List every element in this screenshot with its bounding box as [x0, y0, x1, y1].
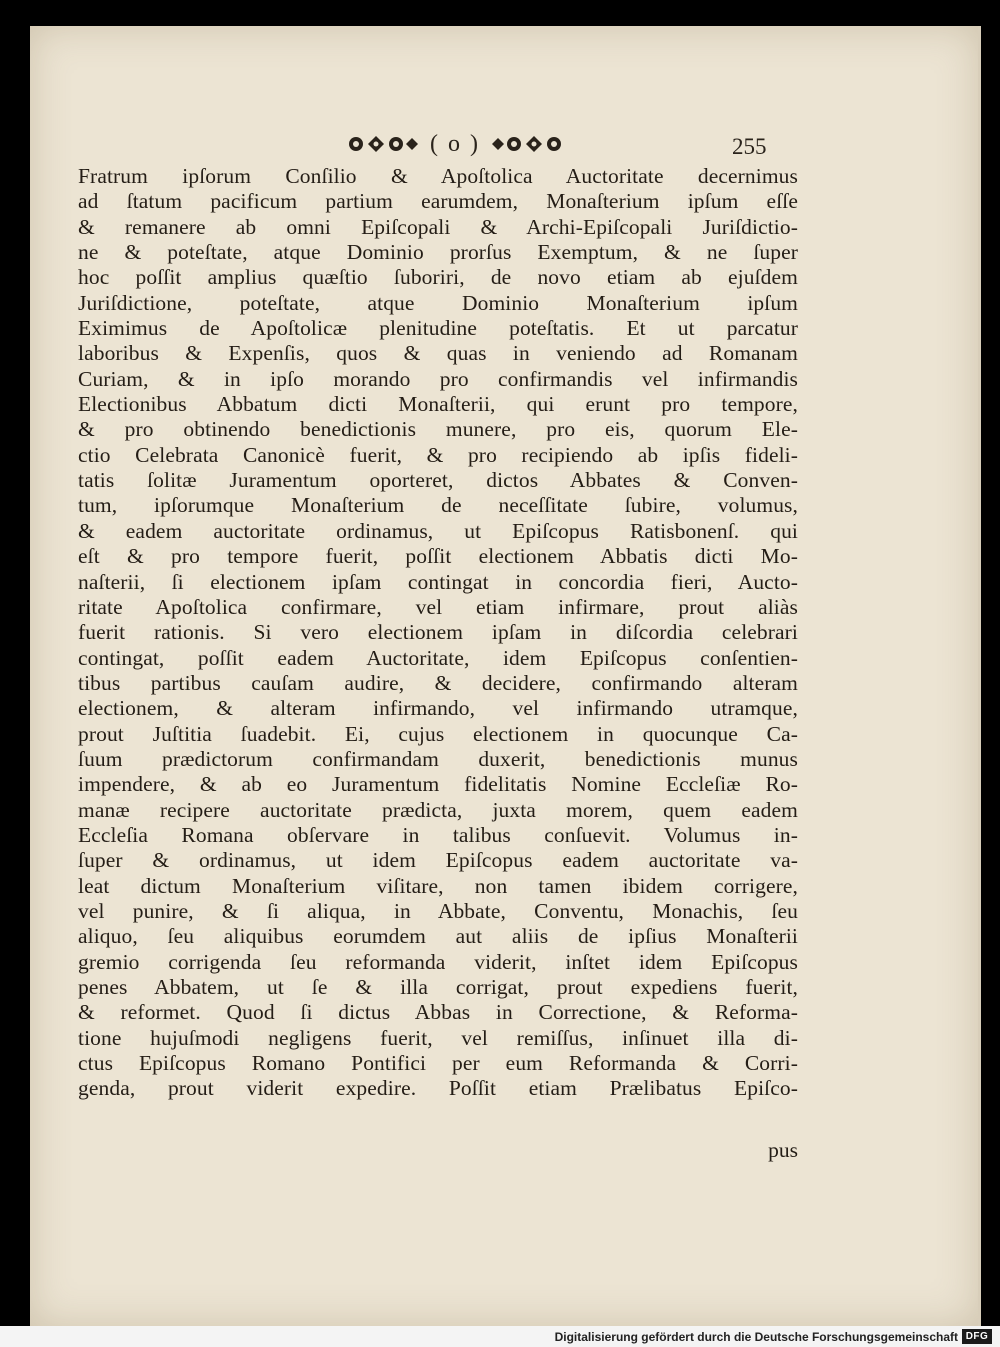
footer-bar [0, 1326, 1000, 1347]
text-line: gremio corrigenda ſeu reformanda viderit, inſtet idem Epiſcopus [78, 949, 798, 974]
text-line: hoc poſſit amplius quæſtio ſuboriri, de novo etiam ab ejuſdem [78, 265, 798, 290]
text-line: & eadem auctoritate ordinamus, ut Epiſcopus Ratisbonenſ. qui [78, 518, 798, 543]
text-line: fuerit rationis. Si vero electionem ipſam in diſcordia celebrari [78, 620, 798, 645]
text-line: & pro obtinendo benedictionis munere, pro eis, quorum Ele- [78, 417, 798, 442]
text-line: impendere, & ab eo Juramentum fidelitatis Nomine Eccleſiæ Ro- [78, 772, 798, 797]
text-line: & reformet. Quod ſi dictus Abbas in Correctione, & Reforma- [78, 1000, 798, 1025]
text-line: vel punire, & ſi aliqua, in Abbate, Conventu, Monachis, ſeu [78, 898, 798, 923]
text-line: tione hujuſmodi negligens fuerit, vel remiſſus, inſinuet illa di- [78, 1025, 798, 1050]
text-line: ctus Epiſcopus Romano Pontifici per eum Reformanda & Corri- [78, 1051, 798, 1076]
text-line: genda, prout viderit expedire. Poſſit etiam Prælibatus Epiſco- [78, 1076, 798, 1101]
text-line: Electionibus Abbatum dicti Monaſterii, qui erunt pro tempore, [78, 392, 798, 417]
text-line: laboribus & Expenſis, quos & quas in veniendo ad Romanam [78, 341, 798, 366]
catchword: pus [768, 1138, 798, 1162]
page-number: 255 [732, 134, 767, 159]
text-line: leat dictum Monaſterium viſitare, non tamen ibidem corrigere, [78, 873, 798, 898]
text-line: electionem, & alteram infirmando, vel infirmando utramque, [78, 696, 798, 721]
text-line: ſuper & ordinamus, ut idem Epiſcopus eadem auctoritate va- [78, 848, 798, 873]
text-line: aliquo, ſeu aliquibus eorumdem aut aliis de ipſius Monaſterii [78, 924, 798, 949]
text-line: Curiam, & in ipſo morando pro confirmandis vel infirmandis [78, 366, 798, 391]
page-header [330, 126, 580, 162]
text-line: prout Juſtitia ſuadebit. Ei, cujus electionem in quocunque Ca- [78, 721, 798, 746]
left-ornament-icon [344, 130, 424, 158]
body-text [78, 164, 798, 1102]
dfg-logo: DFG [962, 1329, 992, 1344]
text-line: manæ recipere auctoritate prædicta, juxta morem, quem eadem [78, 797, 798, 822]
text-line: & remanere ab omni Epiſcopali & Archi-Epiſcopali Juriſdictio- [78, 214, 798, 239]
text-line: Eccleſia Romana obſervare in talibus conſuevit. Volumus in- [78, 822, 798, 847]
text-line: ſuum prædictorum confirmandam duxerit, benedictionis munus [78, 746, 798, 771]
text-line: ne & poteſtate, atque Dominio prorſus Exemptum, & ne ſuper [78, 240, 798, 265]
text-line: Eximimus de Apoſtolicæ plenitudine poteſtatis. Et ut parcatur [78, 316, 798, 341]
text-line: penes Abbatem, ut ſe & illa corrigat, prout expediens fuerit, [78, 975, 798, 999]
text-line: ritate Apoſtolica confirmare, vel etiam infirmare, prout aliàs [78, 594, 798, 619]
text-line: tibus partibus cauſam audire, & decidere, confirmando alteram [78, 670, 798, 695]
text-line: Juriſdictione, poteſtate, atque Dominio Monaſterium ipſum [78, 290, 798, 315]
text-line: naſterii, ſi electionem ipſam contingat in concordia fieri, Aucto- [78, 569, 798, 594]
text-line: ad ſtatum pacificum partium earumdem, Monaſterium ipſum eſſe [78, 189, 798, 214]
text-line: tatis ſolitæ Juramentum oporteret, dictos Abbates & Conven- [78, 468, 798, 493]
text-line: eſt & pro tempore fuerit, poſſit electionem Abbatis dicti Mo- [78, 544, 798, 569]
right-ornament-icon [486, 130, 566, 158]
header-text: ( o ) [430, 130, 480, 157]
text-line: Fratrum ipſorum Conſilio & Apoſtolica Auctoritate decernimus [78, 164, 798, 188]
funding-notice: Digitalisierung gefördert durch die Deutsche Forschungsgemeinschaft [554, 1330, 958, 1344]
text-line: contingat, poſſit eadem Auctoritate, idem Epiſcopus conſentien- [78, 645, 798, 670]
text-line: tum, ipſorumque Monaſterium de neceſſitate ſubire, volumus, [78, 493, 798, 518]
text-line: ctio Celebrata Canonicè fuerit, & pro recipiendo ab ipſis fideli- [78, 442, 798, 467]
book-page [30, 26, 981, 1326]
